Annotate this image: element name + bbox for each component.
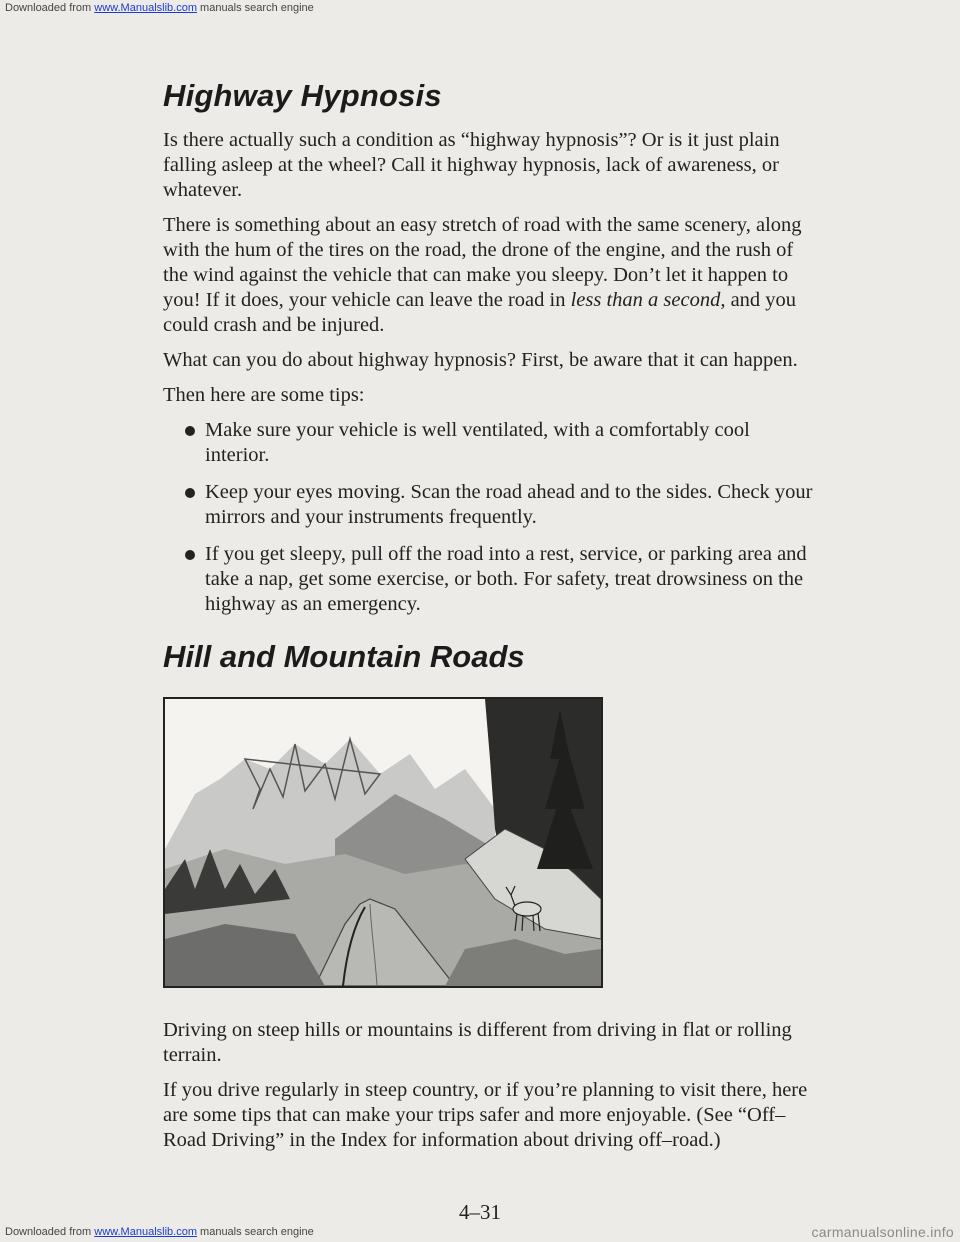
bullet-icon: [185, 426, 195, 436]
manualslib-link[interactable]: www.Manualslib.com: [94, 2, 197, 14]
watermark-prefix: Downloaded from: [5, 1226, 95, 1238]
paragraph-drowsiness-start: There is something about an easy stretch of road with the same scenery, along with the hum of the tires on the road, the drone of the engine, and the rush of the wind against the vehicle that can make you sleepy. Don’t let it happen to you! If it does, your vehicle can leave the road in: [163, 214, 802, 311]
paragraph-what-can-you-do: What can you do about highway hypnosis? First, be aware that it can happen.: [163, 349, 798, 371]
paragraph-intro: Is there actually such a condition as “highway hypnosis”? Or is it just plain falling asleep at the wheel? Call it highway hypnosis, lack of awareness, or whatever.: [163, 129, 780, 201]
paragraph-steep-hills: Driving on steep hills or mountains is different from driving in flat or rolling terrain.: [163, 1019, 792, 1066]
mountain-road-drawing: [165, 699, 601, 986]
list-item: [185, 480, 813, 530]
download-watermark-bottom: [5, 1226, 314, 1238]
watermark-suffix: manuals search engine: [196, 2, 314, 14]
section-title-highway-hypnosis: Highway Hypnosis: [163, 78, 442, 113]
download-watermark-top: [5, 2, 314, 14]
page-number: 4–31: [459, 1200, 501, 1224]
list-item: [185, 542, 813, 617]
tips-list: [163, 418, 813, 617]
paragraph-tips-intro: Then here are some tips:: [163, 384, 365, 406]
site-watermark: carmanualsonline.info: [811, 1224, 954, 1240]
list-item: [185, 418, 813, 468]
page-content: [163, 78, 813, 1163]
tip-text: If you get sleepy, pull off the road into a rest, service, or parking area and take a nap, get some exercise, or both. For safety, treat drowsiness on the highway as an emergency.: [205, 543, 807, 615]
tip-text: Make sure your vehicle is well ventilated, with a comfortably cool interior.: [205, 419, 750, 466]
mountain-road-illustration: [163, 697, 603, 988]
bullet-icon: [185, 550, 195, 560]
manualslib-link[interactable]: www.Manualslib.com: [94, 1226, 197, 1238]
watermark-suffix: manuals search engine: [196, 1226, 314, 1238]
emphasis-less-than-a-second: less than a second,: [570, 289, 726, 311]
tip-text: Keep your eyes moving. Scan the road ahead and to the sides. Check your mirrors and your instruments frequently.: [205, 481, 813, 528]
paragraph-drowsiness: [163, 213, 813, 338]
paragraph-drowsiness-end: and you could crash and be injured.: [163, 289, 797, 336]
section-title-hill-mountain-roads: Hill and Mountain Roads: [163, 639, 525, 674]
bullet-icon: [185, 488, 195, 498]
paragraph-steep-country-tips: If you drive regularly in steep country, or if you’re planning to visit there, here are some tips that can make your trips safer and more enjoyable. (See “Off–Road Driving” in the Index for information about driving off–road.): [163, 1079, 808, 1151]
watermark-prefix: Downloaded from: [5, 2, 95, 14]
